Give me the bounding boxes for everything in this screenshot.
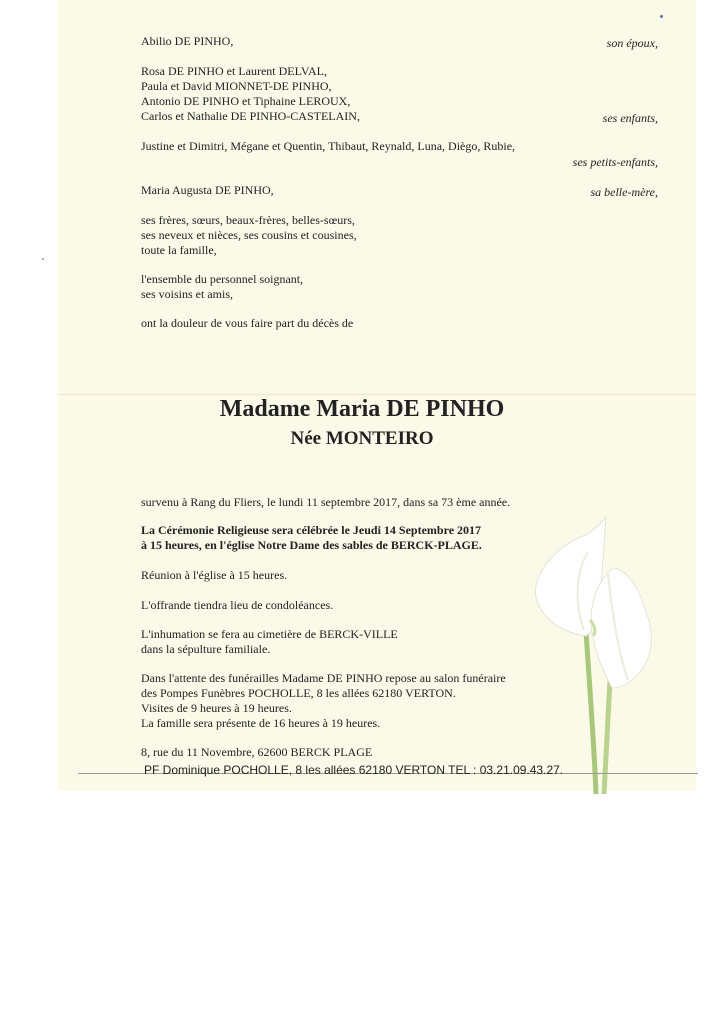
children-relation: ses enfants, [602, 111, 658, 125]
mother-in-law-name: Maria Augusta DE PINHO, [141, 183, 274, 197]
funeral-home-line: des Pompes Funèbres POCHOLLE, 8 les allées 62180 VERTON. [141, 686, 456, 700]
fold-line [58, 394, 696, 395]
relatives-line: toute la famille, [141, 243, 217, 257]
reunion-text: Réunion à l'église à 15 heures. [141, 568, 288, 582]
flower-stem [586, 632, 596, 794]
funeral-home-line: Visites de 9 heures à 19 heures. [141, 701, 292, 715]
footer-contact: PF Dominique POCHOLLE, 8 les allées 62180 VERTON TEL : 03.21.09.43.27. [144, 763, 564, 777]
staff-line: l'ensemble du personnel soignant, [141, 272, 304, 286]
flower-stem [604, 680, 610, 794]
child-line: Antonio DE PINHO et Tiphaine LEROUX, [141, 94, 351, 108]
relatives-line: ses frères, sœurs, beaux-frères, belles-sœurs, [141, 213, 355, 227]
relatives-line: ses neveux et nièces, ses cousins et cousines, [141, 228, 357, 242]
deceased-name: Madame Maria DE PINHO [219, 396, 505, 422]
scan-speck [660, 15, 663, 18]
funeral-home-line: La famille sera présente de 16 heures à 19 heures. [141, 716, 381, 730]
birth-name: Née MONTEIRO [290, 428, 434, 449]
grandchildren-names: Justine et Dimitri, Mégane et Quentin, Thibaut, Reynald, Luna, Diègo, Rubie, [141, 139, 516, 153]
announcement-text: ont la douleur de vous faire part du décès de [141, 316, 354, 330]
staff-line: ses voisins et amis, [141, 287, 233, 301]
child-line: Paula et David MIONNET-DE PINHO, [141, 79, 332, 93]
lily-petal [591, 568, 651, 688]
funeral-home-line: Dans l'attente des funérailles Madame DE PINHO repose au salon funéraire [141, 671, 506, 685]
child-line: Carlos et Nathalie DE PINHO-CASTELAIN, [141, 109, 360, 123]
grandchildren-relation: ses petits-enfants, [572, 155, 658, 169]
burial-line: dans la sépulture familiale. [141, 642, 271, 656]
offering-text: L'offrande tiendra lieu de condoléances. [141, 598, 334, 612]
spouse-relation: son époux, [606, 36, 658, 50]
scan-speck [42, 258, 44, 260]
child-line: Rosa DE PINHO et Laurent DELVAL, [141, 64, 327, 78]
calla-lily-icon [528, 512, 666, 794]
spouse-name: Abilio DE PINHO, [141, 34, 234, 48]
mother-in-law-relation: sa belle-mère, [590, 185, 658, 199]
burial-line: L'inhumation se fera au cimetière de BERCK-VILLE [141, 627, 398, 641]
death-notice: survenu à Rang du Fliers, le lundi 11 septembre 2017, dans sa 73 ème année. [141, 495, 511, 509]
ceremony-line: La Cérémonie Religieuse sera célébrée le Jeudi 14 Septembre 2017 [141, 523, 482, 537]
home-address: 8, rue du 11 Novembre, 62600 BERCK PLAGE [141, 745, 373, 759]
ceremony-line: à 15 heures, en l'église Notre Dame des sables de BERCK-PLAGE. [141, 538, 482, 552]
